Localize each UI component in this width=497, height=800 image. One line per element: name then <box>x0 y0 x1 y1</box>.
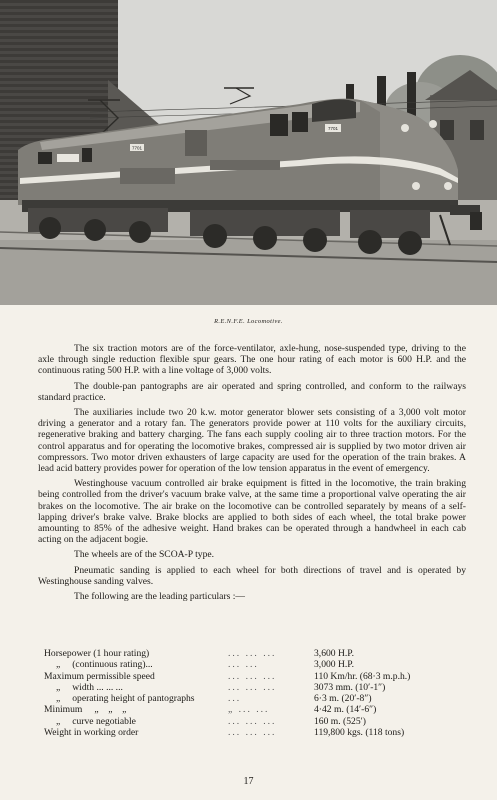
particulars-table <box>44 648 474 738</box>
spec-leader-dots: ... ... ... <box>228 715 277 727</box>
cab-number-left: 7701 <box>131 145 143 151</box>
spec-row <box>44 727 474 738</box>
spec-leader-dots: ... ... ... <box>228 670 277 682</box>
paragraph-particulars-intro: The following are the leading particulars :— <box>74 591 246 603</box>
spec-label: „ width ... ... ... <box>44 681 123 693</box>
spec-row <box>44 659 474 670</box>
spec-value: 110 Km/hr. (68·3 m.p.h.) <box>314 670 411 682</box>
paragraph-brakes: Westinghouse vacuum controlled air brake equipment is fitted in the locomotive, the train braking being controlled from the driver's vacuum brake valve, at the same time a proportional valve operating the air brakes on the locomotive. The air brake on the locomotive can be controlled separately by means of a self-lapping driver's brake valve. Brake blocks are applied to both sides of each wheel, the total brake power amounting to 85% of the adhesive weight. Hand brakes can be operated through a handwheel in each cab acting on the adjacent bogie. <box>38 478 466 546</box>
spec-leader-dots: ... ... ... <box>228 681 277 693</box>
spec-row <box>44 716 474 727</box>
locomotive-illustration <box>0 0 497 305</box>
spec-label: Maximum permissible speed <box>44 670 155 682</box>
spec-row <box>44 671 474 682</box>
spec-label: „ operating height of pantographs <box>44 693 195 705</box>
spec-label: „ curve negotiable <box>44 715 136 727</box>
body-text <box>38 343 466 604</box>
spec-leader-dots: „ ... ... <box>228 704 270 716</box>
spec-leader-dots: ... ... <box>228 659 259 671</box>
spec-label: Weight in working order <box>44 727 139 739</box>
spec-label: Horsepower (1 hour rating) <box>44 648 150 659</box>
spec-row <box>44 704 474 715</box>
spec-value: 3,600 H.P. <box>314 648 354 659</box>
spec-value: 119,800 kgs. (118 tons) <box>314 727 405 739</box>
spec-label: Minimum „ „ „ <box>44 704 127 716</box>
spec-leader-dots: ... ... ... <box>228 727 277 739</box>
photo-caption: R.E.N.F.E. Locomotive. <box>214 318 283 325</box>
page-number: 17 <box>243 776 254 787</box>
spec-value: 4·42 m. (14′-6″) <box>314 704 377 716</box>
spec-label: „ (continuous rating)... <box>44 659 153 671</box>
paragraph-auxiliaries: The auxiliaries include two 20 k.w. motor generator blower sets consisting of a 3,000 volt motor driving a generator and a rotary fan. The generators provide power at 110 volts for the auxiliary circuits, regenerative braking and battery charging. The fans each supply cooling air to three traction motors. For the control apparatus and for operating the locomotive brakes, compressed air is supplied by two motor driven air compressors. Two motor driven exhausters of large capacity are used for the operation of the train brakes. A lead acid battery provides power for operation of the low tension apparatus in the event of emergency. <box>38 407 466 475</box>
spec-leader-dots: ... ... ... <box>228 648 277 659</box>
paragraph-pantographs: The double-pan pantographs are air operated and spring controlled, and conform to the railways standard practice. <box>38 380 466 403</box>
paragraph-wheels: The wheels are of the SCOA-P type. <box>74 549 215 561</box>
paragraph-traction-motors: The six traction motors are of the force-ventilator, axle-hung, nose-suspended type, driving to the axle through single reduction flexible spur gears. The one hour rating of each motor is 600 H.P. and the continuous rating 500 H.P. with a line voltage of 3,000 volts. <box>38 343 466 377</box>
cab-number-right: 7701 <box>327 126 339 131</box>
spec-row <box>44 693 474 704</box>
spec-row <box>44 648 474 659</box>
spec-value: 3,000 H.P. <box>314 659 354 671</box>
spec-value: 3073 mm. (10′-1″) <box>314 681 386 693</box>
paragraph-sanding: Pneumatic sanding is applied to each wheel for both directions of travel and is operated by Westinghouse sanding valves. <box>38 564 466 587</box>
spec-row <box>44 682 474 693</box>
spec-leader-dots: ... <box>228 693 242 705</box>
locomotive-photo <box>0 0 497 305</box>
spec-value: 6·3 m. (20′-8″) <box>314 693 372 705</box>
spec-value: 160 m. (525′) <box>314 715 366 727</box>
